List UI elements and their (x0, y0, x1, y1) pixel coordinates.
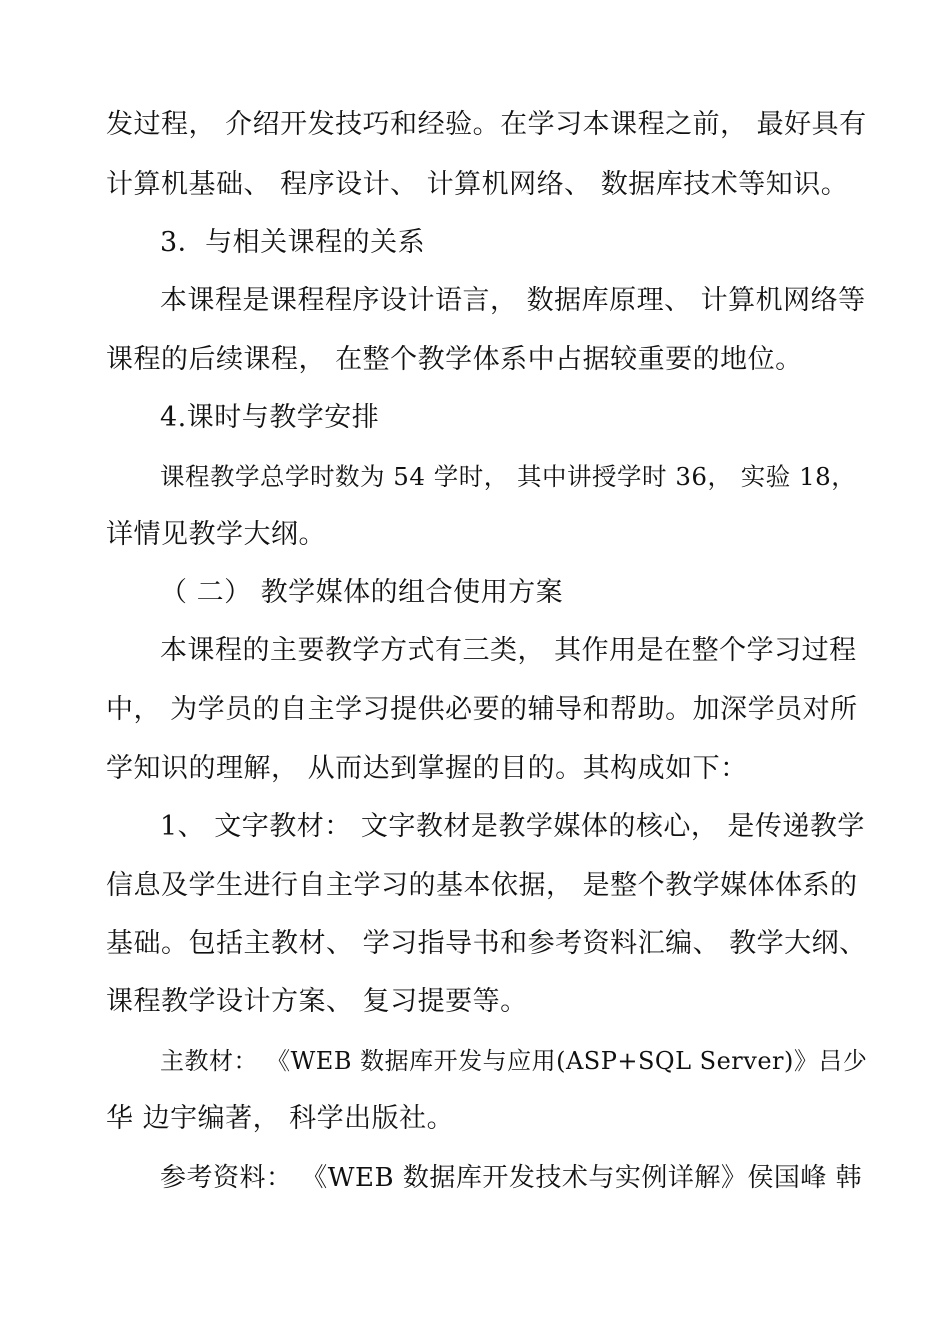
text-line: 计算机基础、 程序设计、 计算机网络、 数据库技术等知识。 (106, 169, 849, 200)
text-line: 1、 文字教材： 文字教材是教学媒体的核心， 是传递教学 (160, 811, 865, 842)
text-line: 详情见教学大纲。 (106, 519, 326, 550)
text-line: 课程教学设计方案、 复习提要等。 (106, 986, 528, 1017)
text-line: 主教材： 《WEB 数据库开发与应用(ASP+SQL Server)》吕少 (160, 1047, 868, 1075)
section-heading: （ 二） 教学媒体的组合使用方案 (160, 577, 564, 608)
text-line: 课程教学总学时数为 54 学时， 其中讲授学时 36， 实验 18， (160, 462, 857, 491)
text-line: 基础。包括主教材、 学习指导书和参考资料汇编、 教学大纲、 (106, 928, 867, 959)
section-heading: 4.课时与教学安排 (160, 402, 380, 433)
text-line: 本课程是课程程序设计语言， 数据库原理、 计算机网络等 (160, 285, 866, 316)
text-line: 课程的后续课程， 在整个教学体系中占据较重要的地位。 (106, 344, 803, 375)
text-line: 华 边宇编著， 科学出版社。 (106, 1103, 455, 1134)
text-line: 发过程， 介绍开发技巧和经验。在学习本课程之前， 最好具有 (106, 109, 867, 140)
text-line: 参考资料： 《WEB 数据库开发技术与实例详解》侯国峰 韩 (160, 1163, 863, 1193)
section-heading: 3．与相关课程的关系 (160, 227, 426, 258)
text-line: 学知识的理解， 从而达到掌握的目的。其构成如下： (106, 753, 748, 784)
text-line: 中， 为学员的自主学习提供必要的辅导和帮助。加深学员对所 (106, 694, 858, 725)
text-line: 本课程的主要教学方式有三类， 其作用是在整个学习过程 (160, 635, 857, 666)
text-line: 信息及学生进行自主学习的基本依据， 是整个教学媒体体系的 (106, 870, 858, 901)
